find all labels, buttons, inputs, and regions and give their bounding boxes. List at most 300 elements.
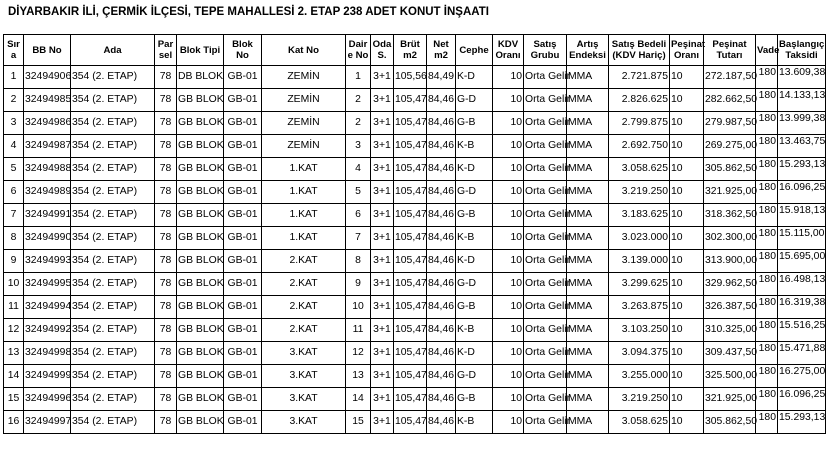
cell-net: 84,46 bbox=[427, 181, 456, 204]
cell-blok-tipi: GB BLOK bbox=[177, 181, 224, 204]
cell-pesinat-tutari: 279.987,50 bbox=[704, 112, 756, 135]
header-pesinat-orani: Peşinat Oranı bbox=[670, 35, 704, 66]
cell-kdv: 10 bbox=[493, 388, 524, 411]
header-blok-tipi: Blok Tipi bbox=[177, 35, 224, 66]
cell-cephe: K-D bbox=[456, 250, 493, 273]
cell-net: 84,46 bbox=[427, 227, 456, 250]
cell-oda: 3+1 bbox=[371, 411, 394, 434]
cell-daire-no: 6 bbox=[346, 204, 371, 227]
cell-cephe: K-B bbox=[456, 319, 493, 342]
cell-kdv: 10 bbox=[493, 158, 524, 181]
cell-vade: 180 bbox=[756, 342, 778, 365]
cell-daire-no: 12 bbox=[346, 342, 371, 365]
header-artis-endeksi: Artış Endeksi bbox=[567, 35, 609, 66]
cell-daire-no: 2 bbox=[346, 112, 371, 135]
cell-blok-no: GB-01 bbox=[224, 89, 262, 112]
cell-pesinat-tutari: 318.362,50 bbox=[704, 204, 756, 227]
cell-cephe: K-B bbox=[456, 411, 493, 434]
cell-kdv: 10 bbox=[493, 365, 524, 388]
cell-parsel: 78 bbox=[155, 135, 177, 158]
cell-vade: 180 bbox=[756, 227, 778, 250]
header-cephe: Cephe bbox=[456, 35, 493, 66]
cell-blok-no: GB-01 bbox=[224, 273, 262, 296]
cell-net: 84,46 bbox=[427, 365, 456, 388]
cell-artis-endeksi: MMA bbox=[567, 181, 609, 204]
cell-bb-no: 32494998 bbox=[24, 342, 71, 365]
cell-pesinat-orani: 10 bbox=[670, 89, 704, 112]
cell-pesinat-tutari: 325.500,00 bbox=[704, 365, 756, 388]
cell-oda: 3+1 bbox=[371, 112, 394, 135]
header-bb-no: BB No bbox=[24, 35, 71, 66]
cell-baslangic-taksidi: 15.471,88 bbox=[778, 342, 826, 365]
cell-brut: 105,47 bbox=[394, 411, 427, 434]
cell-kat-no: 1.KAT bbox=[262, 158, 346, 181]
cell-pesinat-orani: 10 bbox=[670, 411, 704, 434]
cell-baslangic-taksidi: 16.096,25 bbox=[778, 181, 826, 204]
cell-sira: 11 bbox=[4, 296, 24, 319]
cell-cephe: K-B bbox=[456, 227, 493, 250]
cell-ada: 354 (2. ETAP) bbox=[71, 250, 155, 273]
cell-daire-no: 8 bbox=[346, 250, 371, 273]
cell-artis-endeksi: MMA bbox=[567, 273, 609, 296]
cell-satis-grubu: Orta Gelir bbox=[524, 89, 567, 112]
cell-blok-tipi: GB BLOK bbox=[177, 250, 224, 273]
cell-kdv: 10 bbox=[493, 296, 524, 319]
cell-satis-bedeli: 2.692.750 bbox=[609, 135, 670, 158]
table-row bbox=[4, 227, 826, 250]
cell-satis-bedeli: 3.058.625 bbox=[609, 411, 670, 434]
cell-kdv: 10 bbox=[493, 89, 524, 112]
cell-pesinat-tutari: 310.325,00 bbox=[704, 319, 756, 342]
cell-blok-tipi: GB BLOK bbox=[177, 319, 224, 342]
cell-baslangic-taksidi: 13.609,38 bbox=[778, 66, 826, 89]
table-header-row bbox=[4, 35, 826, 66]
cell-daire-no: 2 bbox=[346, 89, 371, 112]
cell-artis-endeksi: MMA bbox=[567, 296, 609, 319]
cell-satis-bedeli: 3.299.625 bbox=[609, 273, 670, 296]
cell-sira: 7 bbox=[4, 204, 24, 227]
cell-oda: 3+1 bbox=[371, 250, 394, 273]
cell-pesinat-orani: 10 bbox=[670, 158, 704, 181]
cell-pesinat-tutari: 321.925,00 bbox=[704, 181, 756, 204]
table-row bbox=[4, 158, 826, 181]
cell-baslangic-taksidi: 13.463,75 bbox=[778, 135, 826, 158]
cell-blok-tipi: GB BLOK bbox=[177, 204, 224, 227]
cell-vade: 180 bbox=[756, 411, 778, 434]
cell-baslangic-taksidi: 13.999,38 bbox=[778, 112, 826, 135]
cell-pesinat-orani: 10 bbox=[670, 273, 704, 296]
cell-satis-grubu: Orta Gelir bbox=[524, 319, 567, 342]
cell-ada: 354 (2. ETAP) bbox=[71, 227, 155, 250]
cell-net: 84,46 bbox=[427, 411, 456, 434]
cell-blok-tipi: DB BLOK bbox=[177, 66, 224, 89]
header-pesinat-tutari: Peşinat Tutarı bbox=[704, 35, 756, 66]
cell-satis-bedeli: 3.219.250 bbox=[609, 181, 670, 204]
table-row bbox=[4, 342, 826, 365]
cell-net: 84,46 bbox=[427, 250, 456, 273]
cell-artis-endeksi: MMA bbox=[567, 112, 609, 135]
cell-brut: 105,47 bbox=[394, 89, 427, 112]
cell-oda: 3+1 bbox=[371, 227, 394, 250]
cell-bb-no: 32494996 bbox=[24, 388, 71, 411]
cell-pesinat-orani: 10 bbox=[670, 319, 704, 342]
cell-blok-no: GB-01 bbox=[224, 135, 262, 158]
cell-pesinat-orani: 10 bbox=[670, 112, 704, 135]
cell-vade: 180 bbox=[756, 181, 778, 204]
cell-bb-no: 32494991 bbox=[24, 204, 71, 227]
cell-pesinat-tutari: 302.300,00 bbox=[704, 227, 756, 250]
cell-satis-bedeli: 3.058.625 bbox=[609, 158, 670, 181]
cell-ada: 354 (2. ETAP) bbox=[71, 112, 155, 135]
cell-blok-tipi: GB BLOK bbox=[177, 296, 224, 319]
cell-kat-no: ZEMİN bbox=[262, 66, 346, 89]
cell-vade: 180 bbox=[756, 319, 778, 342]
cell-vade: 180 bbox=[756, 89, 778, 112]
cell-pesinat-orani: 10 bbox=[670, 250, 704, 273]
cell-satis-bedeli: 3.103.250 bbox=[609, 319, 670, 342]
cell-oda: 3+1 bbox=[371, 181, 394, 204]
cell-net: 84,46 bbox=[427, 135, 456, 158]
cell-blok-no: GB-01 bbox=[224, 342, 262, 365]
cell-net: 84,46 bbox=[427, 112, 456, 135]
cell-satis-grubu: Orta Gelir bbox=[524, 135, 567, 158]
header-oda: Oda S. bbox=[371, 35, 394, 66]
cell-parsel: 78 bbox=[155, 158, 177, 181]
cell-satis-grubu: Orta Gelir bbox=[524, 181, 567, 204]
cell-parsel: 78 bbox=[155, 296, 177, 319]
cell-brut: 105,47 bbox=[394, 319, 427, 342]
cell-sira: 16 bbox=[4, 411, 24, 434]
cell-parsel: 78 bbox=[155, 342, 177, 365]
cell-pesinat-orani: 10 bbox=[670, 365, 704, 388]
cell-pesinat-orani: 10 bbox=[670, 181, 704, 204]
cell-kat-no: 2.KAT bbox=[262, 319, 346, 342]
cell-net: 84,46 bbox=[427, 273, 456, 296]
cell-daire-no: 10 bbox=[346, 296, 371, 319]
cell-daire-no: 15 bbox=[346, 411, 371, 434]
cell-artis-endeksi: MMA bbox=[567, 66, 609, 89]
cell-cephe: K-B bbox=[456, 135, 493, 158]
cell-kat-no: 3.KAT bbox=[262, 388, 346, 411]
cell-net: 84,46 bbox=[427, 342, 456, 365]
cell-satis-grubu: Orta Gelir bbox=[524, 273, 567, 296]
cell-parsel: 78 bbox=[155, 66, 177, 89]
cell-satis-bedeli: 3.219.250 bbox=[609, 388, 670, 411]
cell-oda: 3+1 bbox=[371, 319, 394, 342]
cell-pesinat-tutari: 282.662,50 bbox=[704, 89, 756, 112]
cell-satis-grubu: Orta Gelir bbox=[524, 411, 567, 434]
cell-baslangic-taksidi: 15.918,13 bbox=[778, 204, 826, 227]
cell-artis-endeksi: MMA bbox=[567, 227, 609, 250]
cell-blok-tipi: GB BLOK bbox=[177, 273, 224, 296]
table-row bbox=[4, 181, 826, 204]
cell-cephe: G-D bbox=[456, 365, 493, 388]
cell-cephe: K-D bbox=[456, 158, 493, 181]
cell-oda: 3+1 bbox=[371, 342, 394, 365]
cell-blok-no: GB-01 bbox=[224, 66, 262, 89]
cell-kat-no: 2.KAT bbox=[262, 273, 346, 296]
cell-cephe: G-B bbox=[456, 388, 493, 411]
cell-net: 84,49 bbox=[427, 66, 456, 89]
cell-vade: 180 bbox=[756, 365, 778, 388]
cell-oda: 3+1 bbox=[371, 158, 394, 181]
cell-brut: 105,47 bbox=[394, 158, 427, 181]
cell-blok-tipi: GB BLOK bbox=[177, 411, 224, 434]
cell-ada: 354 (2. ETAP) bbox=[71, 89, 155, 112]
cell-satis-grubu: Orta Gelir bbox=[524, 158, 567, 181]
cell-vade: 180 bbox=[756, 158, 778, 181]
cell-satis-grubu: Orta Gelir bbox=[524, 250, 567, 273]
cell-blok-tipi: GB BLOK bbox=[177, 388, 224, 411]
cell-daire-no: 1 bbox=[346, 66, 371, 89]
cell-kat-no: ZEMİN bbox=[262, 135, 346, 158]
cell-cephe: K-D bbox=[456, 66, 493, 89]
cell-ada: 354 (2. ETAP) bbox=[71, 66, 155, 89]
cell-cephe: K-D bbox=[456, 342, 493, 365]
cell-brut: 105,47 bbox=[394, 296, 427, 319]
cell-baslangic-taksidi: 15.115,00 bbox=[778, 227, 826, 250]
cell-blok-tipi: GB BLOK bbox=[177, 342, 224, 365]
cell-pesinat-tutari: 329.962,50 bbox=[704, 273, 756, 296]
cell-kdv: 10 bbox=[493, 204, 524, 227]
cell-artis-endeksi: MMA bbox=[567, 342, 609, 365]
cell-pesinat-orani: 10 bbox=[670, 135, 704, 158]
cell-pesinat-tutari: 321.925,00 bbox=[704, 388, 756, 411]
cell-blok-no: GB-01 bbox=[224, 181, 262, 204]
cell-blok-tipi: GB BLOK bbox=[177, 158, 224, 181]
cell-pesinat-tutari: 269.275,00 bbox=[704, 135, 756, 158]
cell-baslangic-taksidi: 16.096,25 bbox=[778, 388, 826, 411]
cell-parsel: 78 bbox=[155, 250, 177, 273]
table-row bbox=[4, 89, 826, 112]
cell-bb-no: 32494995 bbox=[24, 273, 71, 296]
cell-blok-no: GB-01 bbox=[224, 296, 262, 319]
cell-bb-no: 32494994 bbox=[24, 296, 71, 319]
cell-blok-tipi: GB BLOK bbox=[177, 89, 224, 112]
cell-ada: 354 (2. ETAP) bbox=[71, 388, 155, 411]
cell-blok-tipi: GB BLOK bbox=[177, 112, 224, 135]
cell-pesinat-tutari: 313.900,00 bbox=[704, 250, 756, 273]
cell-baslangic-taksidi: 16.498,13 bbox=[778, 273, 826, 296]
cell-kat-no: 3.KAT bbox=[262, 342, 346, 365]
cell-cephe: G-B bbox=[456, 296, 493, 319]
cell-daire-no: 13 bbox=[346, 365, 371, 388]
header-parsel: Par sel bbox=[155, 35, 177, 66]
cell-brut: 105,47 bbox=[394, 388, 427, 411]
cell-satis-grubu: Orta Gelir bbox=[524, 66, 567, 89]
table-row bbox=[4, 66, 826, 89]
cell-blok-no: GB-01 bbox=[224, 411, 262, 434]
cell-cephe: G-D bbox=[456, 181, 493, 204]
cell-sira: 8 bbox=[4, 227, 24, 250]
cell-sira: 5 bbox=[4, 158, 24, 181]
cell-sira: 4 bbox=[4, 135, 24, 158]
cell-parsel: 78 bbox=[155, 365, 177, 388]
cell-sira: 13 bbox=[4, 342, 24, 365]
cell-vade: 180 bbox=[756, 66, 778, 89]
cell-oda: 3+1 bbox=[371, 135, 394, 158]
cell-net: 84,46 bbox=[427, 204, 456, 227]
cell-ada: 354 (2. ETAP) bbox=[71, 411, 155, 434]
cell-sira: 1 bbox=[4, 66, 24, 89]
cell-parsel: 78 bbox=[155, 411, 177, 434]
cell-parsel: 78 bbox=[155, 89, 177, 112]
cell-kdv: 10 bbox=[493, 135, 524, 158]
cell-bb-no: 32494990 bbox=[24, 227, 71, 250]
table-row bbox=[4, 135, 826, 158]
cell-satis-bedeli: 2.826.625 bbox=[609, 89, 670, 112]
cell-satis-grubu: Orta Gelir bbox=[524, 112, 567, 135]
cell-satis-grubu: Orta Gelir bbox=[524, 342, 567, 365]
cell-satis-bedeli: 2.799.875 bbox=[609, 112, 670, 135]
cell-blok-no: GB-01 bbox=[224, 204, 262, 227]
cell-artis-endeksi: MMA bbox=[567, 204, 609, 227]
cell-kat-no: 2.KAT bbox=[262, 296, 346, 319]
cell-bb-no: 32494997 bbox=[24, 411, 71, 434]
cell-satis-bedeli: 2.721.875 bbox=[609, 66, 670, 89]
cell-ada: 354 (2. ETAP) bbox=[71, 135, 155, 158]
cell-parsel: 78 bbox=[155, 181, 177, 204]
cell-brut: 105,47 bbox=[394, 342, 427, 365]
cell-oda: 3+1 bbox=[371, 365, 394, 388]
cell-parsel: 78 bbox=[155, 273, 177, 296]
cell-net: 84,46 bbox=[427, 158, 456, 181]
cell-blok-no: GB-01 bbox=[224, 388, 262, 411]
cell-blok-tipi: GB BLOK bbox=[177, 227, 224, 250]
cell-kdv: 10 bbox=[493, 181, 524, 204]
header-satis-bedeli: Satış Bedeli (KDV Hariç) bbox=[609, 35, 670, 66]
cell-oda: 3+1 bbox=[371, 89, 394, 112]
table-row bbox=[4, 296, 826, 319]
cell-pesinat-tutari: 326.387,50 bbox=[704, 296, 756, 319]
cell-cephe: G-B bbox=[456, 204, 493, 227]
cell-sira: 9 bbox=[4, 250, 24, 273]
cell-sira: 10 bbox=[4, 273, 24, 296]
cell-daire-no: 9 bbox=[346, 273, 371, 296]
document-title: DİYARBAKIR İLİ, ÇERMİK İLÇESİ, TEPE MAHALLESİ 2. ETAP 238 ADET KONUT İNŞAATI bbox=[8, 6, 489, 18]
cell-oda: 3+1 bbox=[371, 204, 394, 227]
cell-vade: 180 bbox=[756, 388, 778, 411]
cell-artis-endeksi: MMA bbox=[567, 89, 609, 112]
cell-net: 84,46 bbox=[427, 296, 456, 319]
cell-cephe: G-D bbox=[456, 273, 493, 296]
cell-daire-no: 7 bbox=[346, 227, 371, 250]
cell-sira: 6 bbox=[4, 181, 24, 204]
cell-ada: 354 (2. ETAP) bbox=[71, 296, 155, 319]
cell-net: 84,46 bbox=[427, 388, 456, 411]
housing-price-table bbox=[3, 34, 826, 434]
cell-kat-no: 1.KAT bbox=[262, 181, 346, 204]
table-row bbox=[4, 112, 826, 135]
table-body bbox=[4, 66, 826, 434]
cell-parsel: 78 bbox=[155, 112, 177, 135]
cell-kat-no: 3.KAT bbox=[262, 365, 346, 388]
cell-kdv: 10 bbox=[493, 273, 524, 296]
cell-bb-no: 32494993 bbox=[24, 250, 71, 273]
cell-ada: 354 (2. ETAP) bbox=[71, 181, 155, 204]
cell-brut: 105,47 bbox=[394, 112, 427, 135]
cell-satis-grubu: Orta Gelir bbox=[524, 227, 567, 250]
cell-pesinat-orani: 10 bbox=[670, 227, 704, 250]
cell-satis-grubu: Orta Gelir bbox=[524, 296, 567, 319]
cell-parsel: 78 bbox=[155, 388, 177, 411]
cell-pesinat-tutari: 309.437,50 bbox=[704, 342, 756, 365]
cell-artis-endeksi: MMA bbox=[567, 388, 609, 411]
cell-baslangic-taksidi: 16.275,00 bbox=[778, 365, 826, 388]
cell-daire-no: 5 bbox=[346, 181, 371, 204]
cell-bb-no: 32494988 bbox=[24, 158, 71, 181]
cell-bb-no: 32494986 bbox=[24, 112, 71, 135]
cell-oda: 3+1 bbox=[371, 273, 394, 296]
cell-bb-no: 32494989 bbox=[24, 181, 71, 204]
cell-vade: 180 bbox=[756, 273, 778, 296]
cell-daire-no: 4 bbox=[346, 158, 371, 181]
cell-brut: 105,47 bbox=[394, 227, 427, 250]
cell-satis-bedeli: 3.263.875 bbox=[609, 296, 670, 319]
cell-satis-grubu: Orta Gelir bbox=[524, 204, 567, 227]
cell-kdv: 10 bbox=[493, 112, 524, 135]
table-row bbox=[4, 388, 826, 411]
cell-artis-endeksi: MMA bbox=[567, 250, 609, 273]
cell-kdv: 10 bbox=[493, 66, 524, 89]
header-blok-no: Blok No bbox=[224, 35, 262, 66]
cell-blok-no: GB-01 bbox=[224, 365, 262, 388]
cell-sira: 14 bbox=[4, 365, 24, 388]
cell-sira: 15 bbox=[4, 388, 24, 411]
cell-ada: 354 (2. ETAP) bbox=[71, 319, 155, 342]
cell-vade: 180 bbox=[756, 296, 778, 319]
cell-kdv: 10 bbox=[493, 342, 524, 365]
cell-baslangic-taksidi: 15.293,13 bbox=[778, 158, 826, 181]
cell-satis-grubu: Orta Gelir bbox=[524, 388, 567, 411]
header-kat-no: Kat No bbox=[262, 35, 346, 66]
table-row bbox=[4, 411, 826, 434]
cell-satis-bedeli: 3.255.000 bbox=[609, 365, 670, 388]
cell-parsel: 78 bbox=[155, 227, 177, 250]
header-ada: Ada bbox=[71, 35, 155, 66]
cell-blok-tipi: GB BLOK bbox=[177, 135, 224, 158]
cell-artis-endeksi: MMA bbox=[567, 135, 609, 158]
cell-brut: 105,47 bbox=[394, 250, 427, 273]
cell-ada: 354 (2. ETAP) bbox=[71, 342, 155, 365]
cell-bb-no: 32494985 bbox=[24, 89, 71, 112]
cell-brut: 105,56 bbox=[394, 66, 427, 89]
cell-net: 84,46 bbox=[427, 319, 456, 342]
table-row bbox=[4, 250, 826, 273]
cell-baslangic-taksidi: 15.293,13 bbox=[778, 411, 826, 434]
cell-kat-no: 3.KAT bbox=[262, 411, 346, 434]
cell-baslangic-taksidi: 15.516,25 bbox=[778, 319, 826, 342]
cell-pesinat-orani: 10 bbox=[670, 296, 704, 319]
cell-satis-bedeli: 3.139.000 bbox=[609, 250, 670, 273]
cell-satis-grubu: Orta Gelir bbox=[524, 365, 567, 388]
cell-pesinat-tutari: 305.862,50 bbox=[704, 158, 756, 181]
cell-blok-no: GB-01 bbox=[224, 112, 262, 135]
cell-pesinat-tutari: 305.862,50 bbox=[704, 411, 756, 434]
cell-satis-bedeli: 3.023.000 bbox=[609, 227, 670, 250]
cell-artis-endeksi: MMA bbox=[567, 365, 609, 388]
cell-blok-no: GB-01 bbox=[224, 227, 262, 250]
cell-vade: 180 bbox=[756, 135, 778, 158]
cell-vade: 180 bbox=[756, 112, 778, 135]
cell-oda: 3+1 bbox=[371, 66, 394, 89]
cell-blok-tipi: GB BLOK bbox=[177, 365, 224, 388]
cell-vade: 180 bbox=[756, 250, 778, 273]
cell-artis-endeksi: MMA bbox=[567, 319, 609, 342]
header-net: Net m2 bbox=[427, 35, 456, 66]
table-row bbox=[4, 319, 826, 342]
cell-kat-no: 1.KAT bbox=[262, 227, 346, 250]
